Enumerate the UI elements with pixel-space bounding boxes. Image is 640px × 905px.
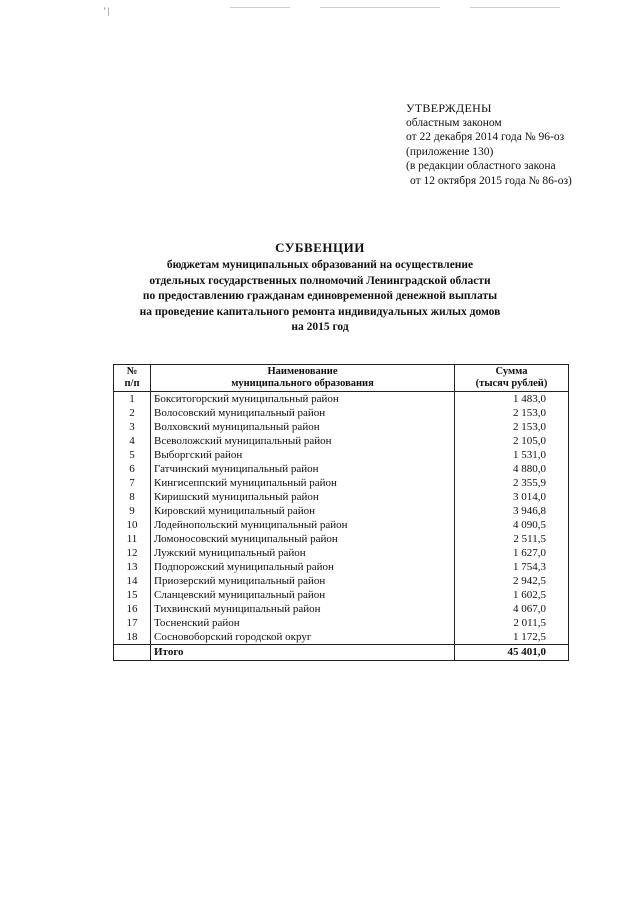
title-line: на 2015 год [291, 321, 349, 334]
row-name: Гатчинский муниципальный район [151, 462, 455, 476]
subsidies-table [113, 364, 569, 661]
row-name: Волховский муниципальный район [151, 420, 455, 434]
table-row [114, 420, 569, 434]
row-sum: 3 946,8 [455, 504, 569, 518]
scan-corner-mark: ' | [104, 6, 110, 16]
row-sum: 3 014,0 [455, 490, 569, 504]
table-row [114, 490, 569, 504]
row-name: Тихвинский муниципальный район [151, 602, 455, 616]
row-number: 2 [114, 406, 151, 420]
title-line: отдельных государственных полномочий Ленинградской области [149, 274, 491, 287]
row-name: Лужский муниципальный район [151, 546, 455, 560]
row-number: 8 [114, 490, 151, 504]
document-title [0, 240, 640, 336]
header-name [151, 365, 455, 392]
approval-line: (в редакции областного закона [406, 160, 556, 173]
row-number: 3 [114, 420, 151, 434]
table-total-row [114, 645, 569, 661]
table-row [114, 392, 569, 407]
approval-heading: УТВЕРЖДЕНЫ [406, 101, 492, 115]
title-main: СУБВЕНЦИИ [275, 240, 365, 255]
header-name-line: муниципального образования [231, 378, 374, 389]
row-number: 16 [114, 602, 151, 616]
table-row [114, 462, 569, 476]
table-row [114, 588, 569, 602]
row-sum: 1 483,0 [455, 392, 569, 407]
row-sum: 2 153,0 [455, 420, 569, 434]
total-sum: 45 401,0 [455, 645, 569, 661]
row-number: 4 [114, 434, 151, 448]
row-name: Сланцевский муниципальный район [151, 588, 455, 602]
row-name: Подпорожский муниципальный район [151, 560, 455, 574]
table-row [114, 560, 569, 574]
approval-line: (приложение 130) [406, 145, 494, 158]
header-num-line: № [126, 366, 138, 377]
row-name: Лодейнопольский муниципальный район [151, 518, 455, 532]
row-sum: 4 880,0 [455, 462, 569, 476]
row-number: 14 [114, 574, 151, 588]
row-number: 1 [114, 392, 151, 407]
table-row [114, 434, 569, 448]
row-sum: 4 067,0 [455, 602, 569, 616]
header-sum [455, 365, 569, 392]
approval-line: областным законом [406, 116, 502, 129]
row-name: Кировский муниципальный район [151, 504, 455, 518]
row-sum: 1 627,0 [455, 546, 569, 560]
row-name: Ломоносовский муниципальный район [151, 532, 455, 546]
row-number: 5 [114, 448, 151, 462]
title-line: бюджетам муниципальных образований на осуществление [166, 259, 474, 271]
row-name: Волосовский муниципальный район [151, 406, 455, 420]
header-num [114, 365, 151, 392]
row-sum: 2 942,5 [455, 574, 569, 588]
row-name: Всеволожский муниципальный район [151, 434, 455, 448]
row-sum: 2 105,0 [455, 434, 569, 448]
row-number: 15 [114, 588, 151, 602]
row-name: Приозерский муниципальный район [151, 574, 455, 588]
table-header-row [114, 365, 569, 392]
table-row [114, 476, 569, 490]
row-sum: 2 355,9 [455, 476, 569, 490]
approval-line: от 12 октября 2015 года № 86-оз) [410, 174, 572, 187]
approval-line: от 22 декабря 2014 года № 96-оз [406, 131, 565, 144]
row-name: Киришский муниципальный район [151, 490, 455, 504]
row-sum: 2 153,0 [455, 406, 569, 420]
header-sum-line: Сумма [495, 366, 528, 377]
header-sum-line: (тысяч рублей) [475, 378, 548, 389]
row-name: Тосненский район [151, 616, 455, 630]
table-row [114, 630, 569, 645]
row-number: 9 [114, 504, 151, 518]
row-number: 18 [114, 630, 151, 645]
row-sum: 1 602,5 [455, 588, 569, 602]
table-row [114, 518, 569, 532]
title-line: по предоставлению гражданам единовременной денежной выплаты [142, 290, 498, 303]
row-name: Бокситогорский муниципальный район [151, 392, 455, 407]
table-row [114, 406, 569, 420]
row-number: 7 [114, 476, 151, 490]
title-line: на проведение капитального ремонта индивидуальных жилых домов [139, 305, 501, 318]
header-name-line: Наименование [267, 366, 338, 377]
row-sum: 1 754,3 [455, 560, 569, 574]
table-row [114, 574, 569, 588]
header-num-line: п/п [124, 378, 140, 389]
row-number: 13 [114, 560, 151, 574]
row-name: Кингисеппский муниципальный район [151, 476, 455, 490]
table-row [114, 504, 569, 518]
row-number: 12 [114, 546, 151, 560]
total-label: Итого [151, 645, 455, 661]
row-name: Сосновоборский городской округ [151, 630, 455, 645]
row-number: 17 [114, 616, 151, 630]
row-sum: 1 172,5 [455, 630, 569, 645]
table-row [114, 546, 569, 560]
approval-stamp [406, 101, 572, 189]
scan-artifact-line [320, 7, 440, 8]
row-number: 10 [114, 518, 151, 532]
table-row [114, 616, 569, 630]
table-row [114, 532, 569, 546]
row-sum: 4 090,5 [455, 518, 569, 532]
row-sum: 2 511,5 [455, 532, 569, 546]
row-sum: 1 531,0 [455, 448, 569, 462]
total-empty-cell [114, 645, 151, 661]
table-row [114, 602, 569, 616]
row-number: 6 [114, 462, 151, 476]
row-number: 11 [114, 532, 151, 546]
row-name: Выборгский район [151, 448, 455, 462]
scan-artifact-line [470, 7, 560, 8]
table-row [114, 448, 569, 462]
row-sum: 2 011,5 [455, 616, 569, 630]
scan-artifact-line [230, 7, 290, 8]
